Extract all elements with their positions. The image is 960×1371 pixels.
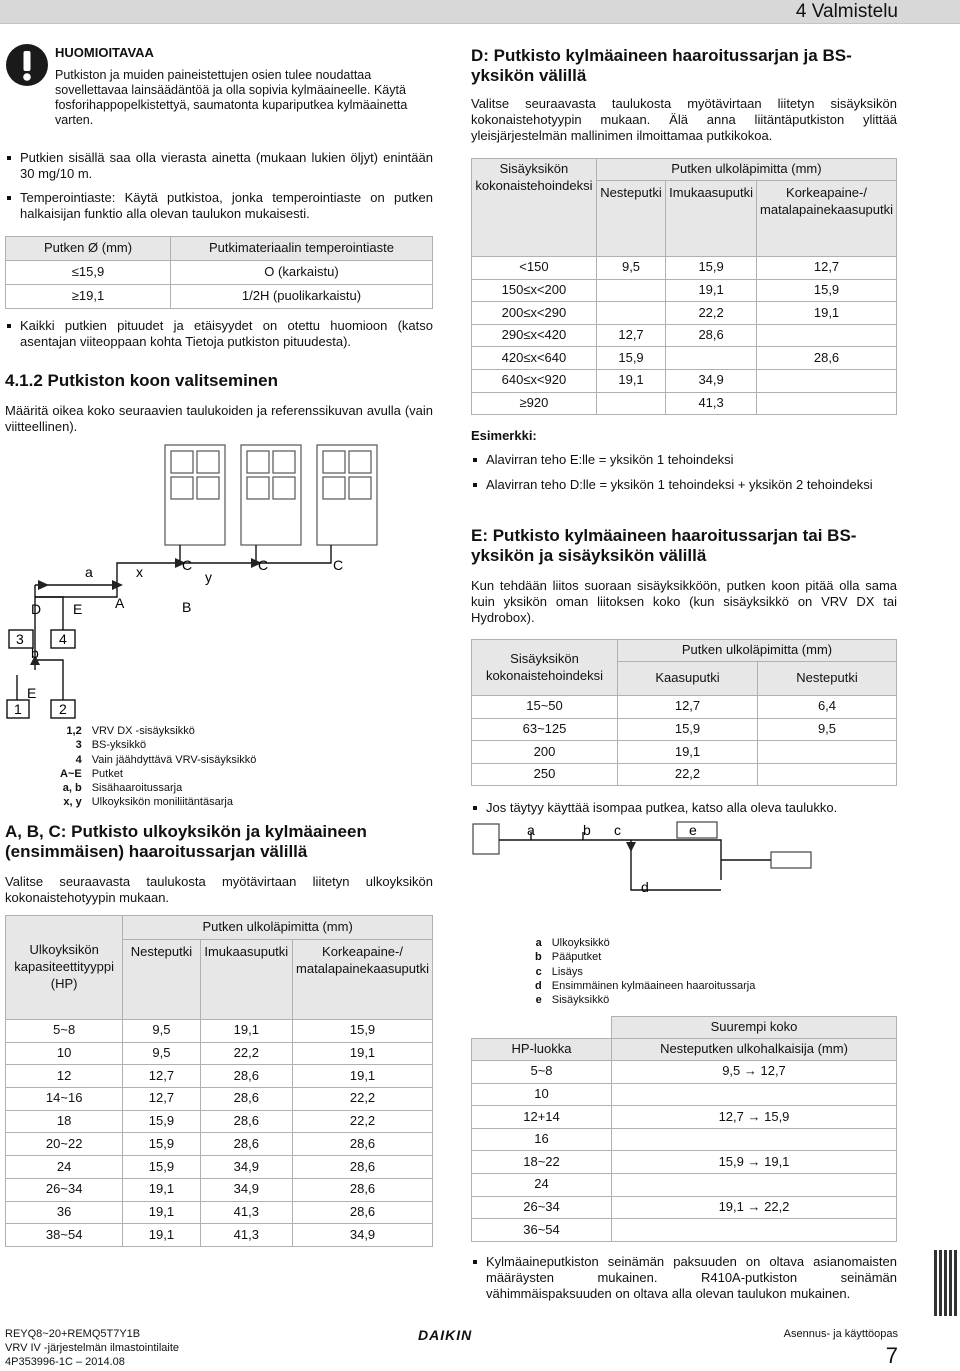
legend-value: Ulkoyksikkö	[551, 937, 610, 949]
footer-left	[5, 1327, 179, 1369]
table-row	[472, 347, 897, 370]
temper-cell: O (karkaistu)	[171, 261, 433, 285]
table-row	[472, 1061, 897, 1084]
legend-key: a, b	[62, 782, 82, 795]
d-header-suction: Imukaasuputki	[666, 181, 757, 257]
table-row	[472, 696, 897, 719]
label-a: a	[85, 564, 93, 580]
table-cell: 19,1	[757, 302, 897, 325]
legend-value: Putket	[91, 767, 123, 780]
label-3: 3	[16, 631, 24, 647]
legend-value: Lisäys	[551, 965, 583, 978]
table-cell: 9,5	[123, 1020, 200, 1043]
temper-cell: ≥19,1	[6, 285, 171, 309]
main-pipes	[499, 832, 781, 890]
label-B: B	[182, 599, 192, 615]
table-cell	[612, 1219, 897, 1242]
table-cell	[596, 392, 665, 415]
table-cell: 38~54	[6, 1224, 123, 1247]
table-cell: 15,9	[618, 718, 758, 741]
table-cell	[596, 279, 665, 302]
label-b: b	[583, 822, 591, 838]
table-cell: 12+14	[472, 1106, 612, 1129]
table-row	[6, 1178, 433, 1201]
e-header-liquid: Nesteputki	[758, 662, 897, 696]
legend-value: Sisähaaroitussarja	[91, 782, 183, 795]
table-cell: 15,9	[757, 279, 897, 302]
table-cell: 41,3	[200, 1224, 293, 1247]
e-header-group: Putken ulkoläpimitta (mm)	[618, 640, 897, 662]
table-row	[472, 279, 897, 302]
e-title: E: Putkisto kylmäaineen haaroitussarjan tai BS-yksikön ja sisäyksikön välillä	[471, 526, 857, 565]
label-b: b	[31, 645, 39, 661]
table-cell: 9,5 → 12,7	[612, 1061, 897, 1084]
table-row	[6, 1042, 433, 1065]
table-cell	[612, 1128, 897, 1151]
warning-icon	[5, 42, 49, 88]
table-cell: 24	[472, 1173, 612, 1196]
warning-title: HUOMIOITAVAA	[55, 45, 154, 60]
table-cell	[612, 1083, 897, 1106]
piping-lines	[17, 545, 331, 700]
legend-key: d	[535, 979, 542, 992]
table-cell: 12,7 → 15,9	[612, 1106, 897, 1129]
abc-header-group: Putken ulkoläpimitta (mm)	[123, 916, 433, 940]
section-text: Määritä oikea koko seuraavien taulukoiden ja referenssikuvan avulla (vain viitteellinen).	[5, 403, 433, 434]
table-cell: 19,1	[293, 1042, 433, 1065]
legend-key: 3	[75, 739, 82, 752]
outdoor-unit	[165, 445, 225, 545]
size-header-group: Suurempi koko	[612, 1017, 897, 1039]
d-header-group: Putken ulkoläpimitta (mm)	[596, 159, 896, 181]
table-cell: 18~22	[472, 1151, 612, 1174]
bullet-lengths: Kaikki putkien pituudet ja etäisyydet on otettu huomioon (katso asentajan viiteoppaan kohta Tietoja putkiston pituudesta).	[5, 318, 433, 350]
legend-value: Sisäyksikkö	[551, 994, 610, 1007]
abc-text: Valitse seuraavasta taulukosta myötävirtaan liitetyn ulkoyksikön kokonaistehotyypin mukaan.	[5, 874, 433, 905]
table-row	[6, 1201, 433, 1224]
table-cell: 6,4	[758, 696, 897, 719]
d-header-unit: Sisäyksikön kokonaistehoindeksi	[472, 159, 597, 257]
label-d: d	[641, 879, 649, 895]
example-bullets	[471, 452, 897, 493]
d-header-hp-lp: Korkeapaine-/ matalapainekaasuputki	[757, 181, 897, 257]
table-cell: 22,2	[293, 1088, 433, 1111]
table-cell: 19,1	[596, 369, 665, 392]
table-cell: 16	[472, 1128, 612, 1151]
piping-reference-diagram	[5, 440, 435, 720]
table-cell: 28,6	[757, 347, 897, 370]
table-cell: 41,3	[200, 1201, 293, 1224]
daikin-logo: DAIKIN	[418, 1327, 473, 1343]
table-cell: 9,5	[123, 1042, 200, 1065]
size-header-unit: HP-luokka	[472, 1039, 612, 1061]
footer-desc: VRV IV -järjestelmän ilmastointilaite	[5, 1342, 180, 1354]
larger-size-diagram	[471, 820, 901, 930]
table-cell: 14~16	[6, 1088, 123, 1111]
label-c2: C	[258, 557, 269, 573]
d-table-body	[472, 257, 897, 415]
abc-header-suction: Imukaasuputki	[200, 940, 293, 1020]
table-row	[472, 1173, 897, 1196]
table-cell: 15,9 → 19,1	[612, 1151, 897, 1174]
table-row	[472, 392, 897, 415]
table-cell	[666, 347, 757, 370]
chapter-title: 4 Valmistelu	[795, 1, 898, 22]
table-row	[6, 1133, 433, 1156]
table-row	[472, 741, 897, 764]
abc-header-liquid: Nesteputki	[123, 940, 200, 1020]
table-cell: 26~34	[6, 1178, 123, 1201]
legend-value: VRV DX -sisäyksikkö	[91, 725, 195, 737]
outdoor-unit	[317, 445, 377, 545]
indoor-unit-box	[771, 852, 811, 868]
size-table-body	[472, 1061, 897, 1242]
table-cell: 19,1	[200, 1020, 293, 1043]
table-cell: 15,9	[123, 1133, 200, 1156]
legend-key: c	[535, 965, 542, 978]
table-cell: 12	[6, 1065, 123, 1088]
diagram2-legend	[535, 936, 759, 1007]
bullet-foreign-matter: Putkien sisällä saa olla vierasta ainetta (mukaan lukien öljyt) enintään 30 mg/10 m.	[5, 150, 433, 182]
label-c: c	[614, 822, 621, 838]
table-cell: 12,7	[618, 696, 758, 719]
table-cell: 200	[472, 741, 618, 764]
table-row	[472, 1128, 897, 1151]
e-header-unit: Sisäyksikön kokonaistehoindeksi	[472, 640, 618, 696]
table-cell: 15,9	[293, 1020, 433, 1043]
label-c3: C	[333, 557, 344, 573]
table-cell: 28,6	[293, 1178, 433, 1201]
table-cell: 12,7	[757, 257, 897, 280]
table-cell: ≥920	[472, 392, 597, 415]
temper-cell: 1/2H (puolikarkaistu)	[171, 285, 433, 309]
e-text: Kun tehdään liitos suoraan sisäyksikköön, putken koon pitää olla sama kuin yksikön oman liitoksen koko (kun sisäyksikkö on VRV DX tai Hydrobox).	[471, 578, 897, 625]
table-cell: 28,6	[293, 1201, 433, 1224]
table-cell: 26~34	[472, 1196, 612, 1219]
section-title: 4.1.2 Putkiston koon valitseminen	[5, 371, 279, 390]
table-cell: 5~8	[472, 1061, 612, 1084]
table-cell: 420≤x<640	[472, 347, 597, 370]
table-row	[472, 763, 897, 786]
legend-key: a	[535, 937, 542, 949]
table-cell: 28,6	[200, 1088, 293, 1111]
table-cell: 22,2	[618, 763, 758, 786]
e-table-body	[472, 696, 897, 786]
table-cell: 19,1 → 22,2	[612, 1196, 897, 1219]
legend-key: e	[535, 994, 542, 1007]
abc-header-unit: Ulkoyksikön kapasiteettityyppi (HP)	[6, 916, 123, 1020]
label-A: A	[115, 595, 125, 611]
abc-title: A, B, C: Putkisto ulkoyksikön ja kylmäaineen (ensimmäisen) haaroitussarjan välillä	[5, 822, 367, 861]
legend-key: A~E	[60, 767, 82, 780]
table-cell: 250	[472, 763, 618, 786]
table-cell	[757, 392, 897, 415]
label-D: D	[31, 601, 42, 617]
temper-header-diameter: Putken Ø (mm)	[6, 237, 171, 261]
table-cell: 9,5	[758, 718, 897, 741]
table-row	[6, 1065, 433, 1088]
footer-code: 4P353996-1C – 2014.08	[5, 1356, 125, 1368]
table-cell: 5~8	[6, 1020, 123, 1043]
table-cell: 19,1	[123, 1224, 200, 1247]
label-4: 4	[59, 631, 67, 647]
table-row	[472, 1083, 897, 1106]
d-text: Valitse seuraavasta taulukosta myötävirtaan liitetyn sisäyksikön kokonaistehotyypin mukaan. Älä anna liitäntäputkiston ylittää yleisjärjestelmän mallinimen ilmoittamaa putkikokoa.	[471, 96, 897, 143]
label-1: 1	[14, 701, 22, 717]
table-cell: 34,9	[200, 1156, 293, 1179]
abc-table-body	[6, 1020, 433, 1247]
label-c1: C	[182, 557, 193, 573]
table-cell: 290≤x<420	[472, 324, 597, 347]
table-cell: 15,9	[123, 1110, 200, 1133]
table-cell: 15,9	[596, 347, 665, 370]
legend-value: Ensimmäinen kylmäaineen haaroitussarja	[551, 979, 756, 992]
table-cell: 640≤x<920	[472, 369, 597, 392]
outdoor-unit	[241, 445, 301, 545]
table-row	[472, 1196, 897, 1219]
e-table	[471, 639, 897, 786]
e-bullet: Jos täytyy käyttää isompaa putkea, katso alla oleva taulukko.	[471, 800, 897, 816]
e-header-gas: Kaasuputki	[618, 662, 758, 696]
legend-value: Vain jäähdyttävä VRV-sisäyksikkö	[91, 753, 257, 766]
d-title: D: Putkisto kylmäaineen haaroitussarjan ja BS-yksikön välillä	[471, 46, 852, 85]
indoor-unit-box	[677, 822, 717, 838]
label-e: e	[689, 822, 697, 838]
side-tab-marker	[934, 1250, 958, 1316]
table-cell: 28,6	[200, 1110, 293, 1133]
table-cell: 63~125	[472, 718, 618, 741]
table-cell: 10	[6, 1042, 123, 1065]
example-bullet: Alavirran teho E:lle = yksikön 1 tehoindeksi	[471, 452, 897, 468]
table-cell: 24	[6, 1156, 123, 1179]
temper-table	[5, 236, 433, 309]
table-cell: 20~22	[6, 1133, 123, 1156]
table-cell: 28,6	[293, 1156, 433, 1179]
table-row	[472, 369, 897, 392]
abc-header-hp-lp: Korkeapaine-/ matalapainekaasuputki	[293, 940, 433, 1020]
table-row	[6, 1020, 433, 1043]
table-cell: 41,3	[666, 392, 757, 415]
footer-model: REYQ8~20+REMQ5T7Y1B	[5, 1328, 141, 1340]
temper-cell: ≤15,9	[6, 261, 171, 285]
table-row	[6, 1224, 433, 1247]
left-bullets	[5, 150, 433, 222]
table-row	[6, 1110, 433, 1133]
table-cell: 19,1	[666, 279, 757, 302]
abc-table	[5, 915, 433, 1247]
table-cell: 22,2	[200, 1042, 293, 1065]
table-cell: 12,7	[123, 1065, 200, 1088]
label-E1: E	[73, 601, 83, 617]
table-cell	[758, 763, 897, 786]
table-cell: 12,7	[123, 1088, 200, 1111]
table-cell: 34,9	[666, 369, 757, 392]
example-bullet: Alavirran teho D:lle = yksikön 1 tehoindeksi + yksikön 2 tehoindeksi	[471, 477, 897, 493]
temper-header-grade: Putkimateriaalin temperointiaste	[171, 237, 433, 261]
table-row	[472, 1219, 897, 1242]
label-E2: E	[27, 685, 37, 701]
legend-key: x, y	[63, 796, 82, 809]
outdoor-unit-box	[473, 824, 499, 854]
footer-guide: Asennus- ja käyttöopas	[783, 1328, 898, 1340]
legend-key: 4	[75, 753, 82, 766]
table-cell: 200≤x<290	[472, 302, 597, 325]
table-cell: 19,1	[618, 741, 758, 764]
table-cell: 15~50	[472, 696, 618, 719]
table-cell: 15,9	[123, 1156, 200, 1179]
bullet-temper-grade: Temperointiaste: Käytä putkistoa, jonka temperointiaste on putken halkaisijan funktio alla olevan taulukon mukaisesti.	[5, 190, 433, 222]
label-y: y	[205, 569, 212, 585]
larger-size-table	[471, 1016, 897, 1242]
branch-kit-marker	[38, 580, 49, 590]
table-cell: 19,1	[123, 1201, 200, 1224]
d-table	[471, 158, 897, 415]
table-cell: 28,6	[666, 324, 757, 347]
table-cell: 12,7	[596, 324, 665, 347]
legend-value: Pääputket	[551, 951, 602, 964]
table-row	[472, 257, 897, 280]
table-cell	[757, 369, 897, 392]
table-row	[472, 1106, 897, 1129]
header-bar	[0, 0, 960, 24]
table-cell	[596, 302, 665, 325]
label-2: 2	[59, 701, 67, 717]
d-header-liquid: Nesteputki	[596, 181, 665, 257]
size-header-col: Nesteputken ulkohalkaisija (mm)	[612, 1039, 897, 1061]
table-cell: 36	[6, 1201, 123, 1224]
final-bullet: Kylmäaineputkiston seinämän paksuuden on oltava asianomaisten määräysten mukainen. R410A-putkiston seinämän vähimmäispaksuuden on oltava alla olevan taulukon mukainen.	[471, 1254, 897, 1302]
table-row	[6, 1088, 433, 1111]
label-a: a	[527, 822, 535, 838]
table-cell: 19,1	[293, 1065, 433, 1088]
table-cell: 150≤x<200	[472, 279, 597, 302]
branch-kit-marker	[626, 842, 636, 852]
legend-key: 1,2	[66, 725, 82, 737]
table-row	[6, 1156, 433, 1179]
table-cell: 34,9	[200, 1178, 293, 1201]
table-cell: 28,6	[200, 1133, 293, 1156]
table-cell	[612, 1173, 897, 1196]
legend-value: BS-yksikkö	[91, 739, 147, 752]
table-cell: 34,9	[293, 1224, 433, 1247]
table-cell: 22,2	[293, 1110, 433, 1133]
table-row	[472, 302, 897, 325]
table-cell: <150	[472, 257, 597, 280]
example-label: Esimerkki:	[471, 428, 537, 443]
table-cell: 22,2	[666, 302, 757, 325]
table-cell	[758, 741, 897, 764]
table-cell: 19,1	[123, 1178, 200, 1201]
table-cell: 10	[472, 1083, 612, 1106]
legend-value: Ulkoyksikön moniliitäntäsarja	[91, 796, 233, 809]
table-cell: 18	[6, 1110, 123, 1133]
legend-key: b	[535, 951, 542, 964]
table-cell: 15,9	[666, 257, 757, 280]
page-number: 7	[885, 1343, 898, 1368]
table-cell: 9,5	[596, 257, 665, 280]
table-cell: 28,6	[293, 1133, 433, 1156]
label-x: x	[136, 564, 143, 580]
table-cell	[757, 324, 897, 347]
table-cell: 28,6	[200, 1065, 293, 1088]
warning-text: Putkiston ja muiden paineistettujen osien tulee noudattaa sovellettavaa lainsäädäntöä ja olla sopivia kylmäaineelle. Käytä fosforihappopelkistettyä, saumatonta kupariputkea kylmäainetta varten.	[55, 68, 408, 127]
table-row	[472, 1151, 897, 1174]
diagram-legend	[60, 724, 260, 810]
table-cell: 36~54	[472, 1219, 612, 1242]
table-row	[472, 718, 897, 741]
table-row	[472, 324, 897, 347]
